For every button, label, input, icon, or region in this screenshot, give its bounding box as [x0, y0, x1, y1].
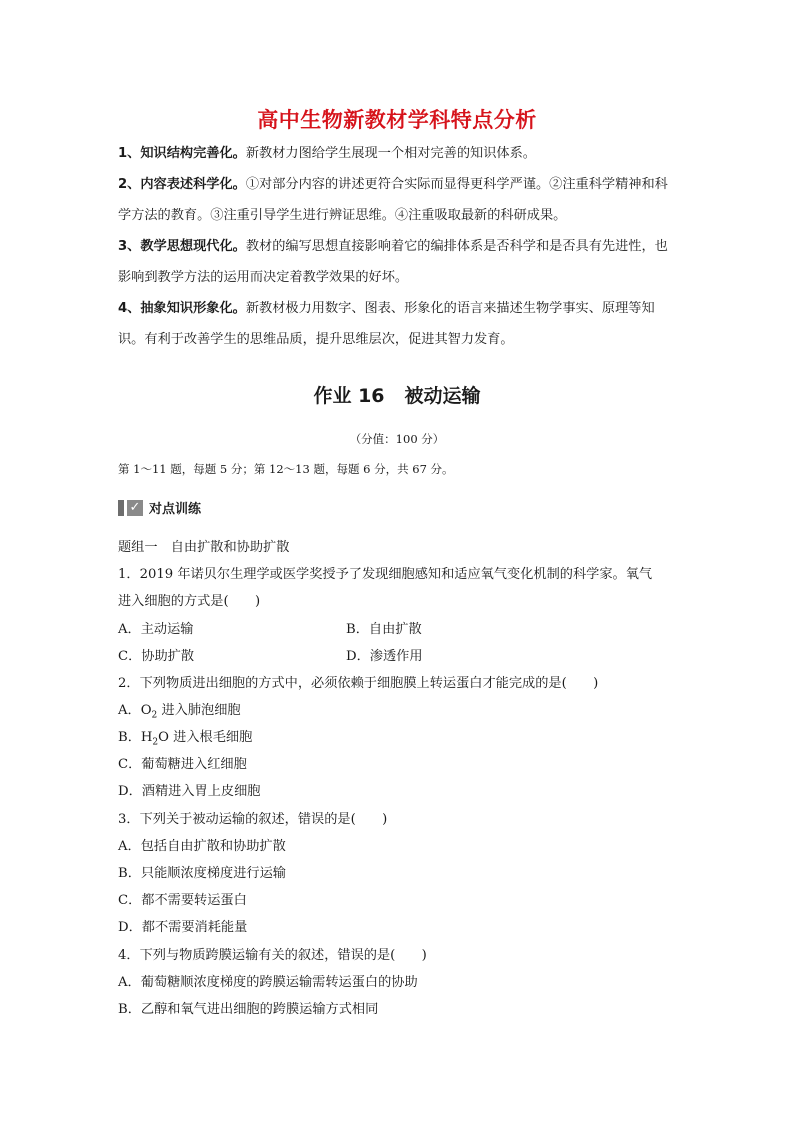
homework-title	[0, 381, 794, 408]
score-note: （分值：100 分）	[349, 432, 445, 446]
intro-num: 2、	[118, 177, 141, 192]
intro-num: 1、	[118, 146, 141, 161]
section-label: 对点训练	[149, 502, 202, 517]
q3-option-d: D．都不需要消耗能量	[118, 920, 248, 935]
page-heading: 高中生物新教材学科特点分析	[257, 108, 537, 132]
intro-text: 新教材力图给学生展现一个相对完善的知识体系。	[245, 146, 536, 161]
q4-option-a: A．葡萄糖顺浓度梯度的跨膜运输需转运蛋白的协助	[118, 975, 418, 990]
intro-bold: 抽象知识形象化。	[140, 301, 246, 316]
q2-option-a-sub: 2	[151, 710, 158, 721]
q4-option-b: B．乙醇和氧气进出细胞的跨膜运输方式相同	[118, 1002, 379, 1017]
q2-option-a	[118, 699, 241, 721]
intro-bold: 内容表述科学化。	[140, 177, 246, 192]
q2-option-b-post: O 进入根毛细胞	[158, 730, 253, 745]
intro-text: 新教材极力用数字、图表、形象化的语言来描述生物学事实、原理等知识。有利于改善学生的思维品质，提升思维层次，促进其智力发育。	[118, 301, 655, 347]
q1-stem-line2: 进入细胞的方式是( )	[118, 594, 261, 609]
intro-bold: 教学思想现代化。	[140, 239, 246, 254]
homework-label: 作业 16	[313, 385, 385, 407]
q1-option-a: A．主动运输	[118, 622, 194, 637]
intro-item-3	[118, 232, 678, 293]
q1-option-d: D．渗透作用	[346, 649, 423, 664]
intro-num: 3、	[118, 239, 141, 254]
q1-option-b: B．自由扩散	[346, 622, 422, 637]
q3-option-a: A．包括自由扩散和协助扩散	[118, 839, 286, 854]
intro-text: 教材的编写思想直接影响着它的编排体系是否科学和是否具有先进性，也影响到教学方法的运用而决定着教学效果的好坏。	[118, 239, 668, 285]
check-icon: ✓	[127, 500, 143, 516]
homework-name: 被动运输	[404, 385, 481, 407]
q3-stem: 3．下列关于被动运输的叙述，错误的是( )	[118, 812, 388, 827]
q2-option-b	[118, 726, 252, 748]
q1-stem-line1: 1．2019 年诺贝尔生理学或医学奖授予了发现细胞感知和适应氧气变化机制的科学家。氧气	[118, 567, 653, 582]
q2-option-a-pre: A．O	[118, 703, 152, 718]
q3-option-c: C．都不需要转运蛋白	[118, 893, 247, 908]
q2-stem: 2．下列物质进出细胞的方式中，必须依赖于细胞膜上转运蛋白才能完成的是( )	[118, 676, 599, 691]
intro-item-2	[118, 170, 678, 231]
q4-stem: 4．下列与物质跨膜运输有关的叙述，错误的是( )	[118, 948, 427, 963]
q1-option-c: C．协助扩散	[118, 649, 195, 664]
intro-item-1	[118, 139, 678, 170]
intro-item-4	[118, 294, 678, 355]
intro-text: ①对部分内容的讲述更符合实际而显得更科学严谨。②注重科学精神和科学方法的教育。③注重引导学生进行辨证思维。④注重吸取最新的科研成果。	[118, 177, 668, 223]
question-group-title: 题组一 自由扩散和协助扩散	[118, 540, 290, 555]
scoring-rule: 第 1～11 题，每题 5 分；第 12～13 题，每题 6 分，共 67 分。	[118, 462, 454, 476]
section-bar	[118, 500, 124, 516]
q3-option-b: B．只能顺浓度梯度进行运输	[118, 866, 286, 881]
q2-option-d: D．酒精进入胃上皮细胞	[118, 784, 261, 799]
intro-bold: 知识结构完善化。	[140, 146, 246, 161]
q2-option-b-sub: 2	[152, 737, 159, 748]
q2-option-c: C．葡萄糖进入红细胞	[118, 757, 247, 772]
section-header	[118, 498, 201, 517]
intro-num: 4、	[118, 301, 141, 316]
q2-option-a-post: 进入肺泡细胞	[157, 703, 241, 718]
q2-option-b-pre: B．H	[118, 730, 153, 745]
